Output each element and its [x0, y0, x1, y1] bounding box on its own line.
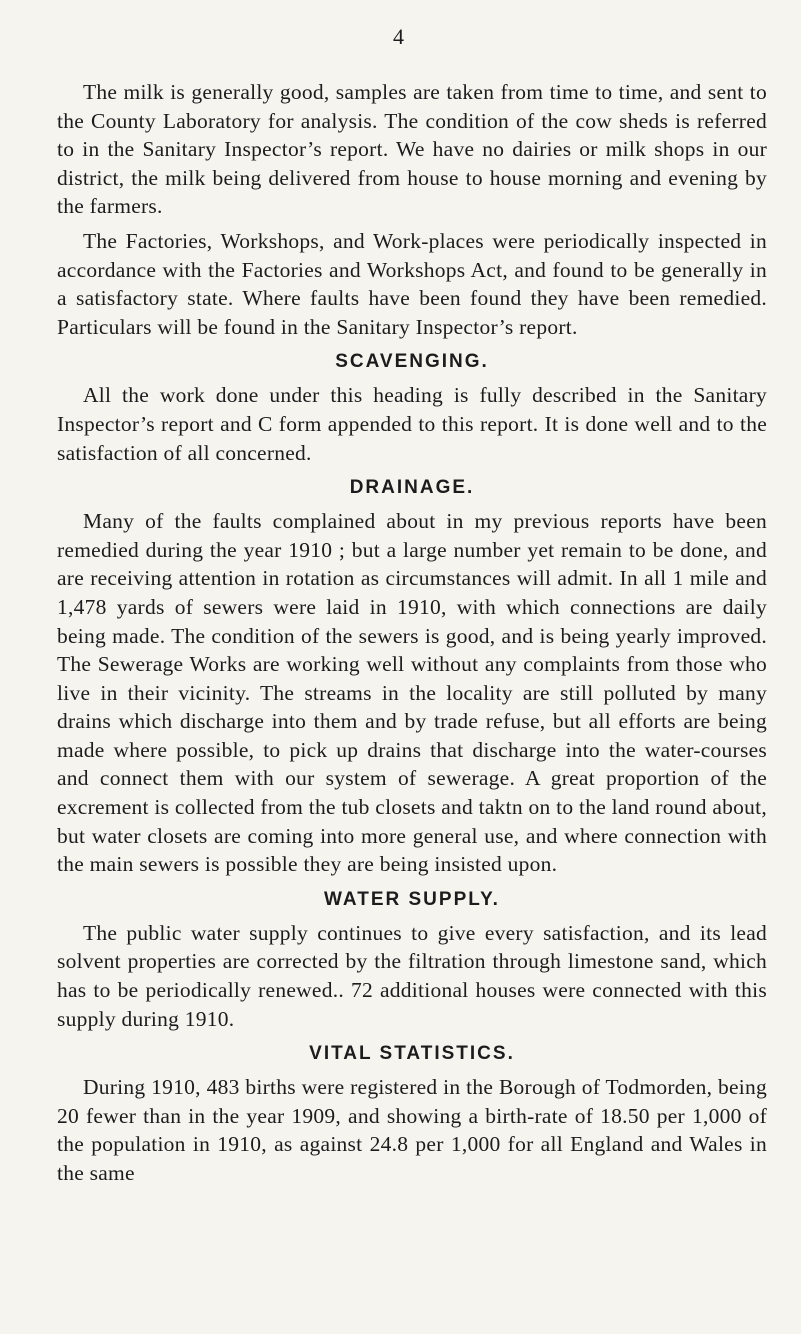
- page-number: 4: [393, 24, 404, 49]
- heading-drainage: DRAINAGE.: [349, 477, 475, 499]
- paragraph-water-supply: The public water supply continues to give every satisfaction, and its lead solvent properties are corrected by the filtration through limestone sand, which has to be periodically renewed.. 72 additional houses were connected with this supply during 1910.: [57, 920, 767, 1031]
- heading-water-supply: WATER SUPPLY.: [324, 888, 500, 910]
- paragraph-milk: The milk is generally good, samples are taken from time to time, and sent to the County Laboratory for analysis. The condition of the cow sheds is referred to in the Sanitary Inspector’s report. We have no dairies or milk shops in our district, the milk being delivered from house to house morning and evening by the farmers.: [57, 80, 767, 219]
- paragraph-drainage: Many of the faults complained about in my previous reports have been remedied during the year 1910 ; but a large number yet remain to be done, and are receiving attention in rotation as circumstances will admit. In all 1 mile and 1,478 yards of sewers were laid in 1910, with which connections are daily being made. The condition of the sewers is good, and is being yearly improved. The Sewerage Works are working well without any complaints from those who live in their vicinity. The streams in the locality are still polluted by many drains which discharge into them and by trade refuse, but all efforts are being made where possible, to pick up drains that discharge into the water-courses and connect them with our system of sewerage. A great proportion of the excrement is collected from the tub closets and taktn on to the land round about, but water closets are coming into more general use, and where connection with the main sewers is possible they are being insisted upon.: [57, 509, 767, 877]
- paragraph-scavenging: All the work done under this heading is fully described in the Sanitary Inspector’s report and C form appended to this report. It is done well and to the satisfaction of all concerned.: [57, 383, 767, 465]
- heading-scavenging: SCAVENGING.: [335, 351, 489, 373]
- paragraph-vital-statistics: During 1910, 483 births were registered in the Borough of Todmorden, being 20 fewer than in the year 1909, and showing a birth-rate of 18.50 per 1,000 of the population in 1910, as against 24.8 per 1,000 for all England and Wales in the same: [57, 1075, 767, 1185]
- paragraph-factories: The Factories, Workshops, and Work-places were periodically inspected in accordance with the Factories and Workshops Act, and found to be generally in a satisfactory state. Where faults have been found they have been remedied. Particulars will be found in the Sanitary Inspector’s report.: [57, 228, 767, 339]
- heading-vital-statistics: VITAL STATISTICS.: [309, 1043, 515, 1065]
